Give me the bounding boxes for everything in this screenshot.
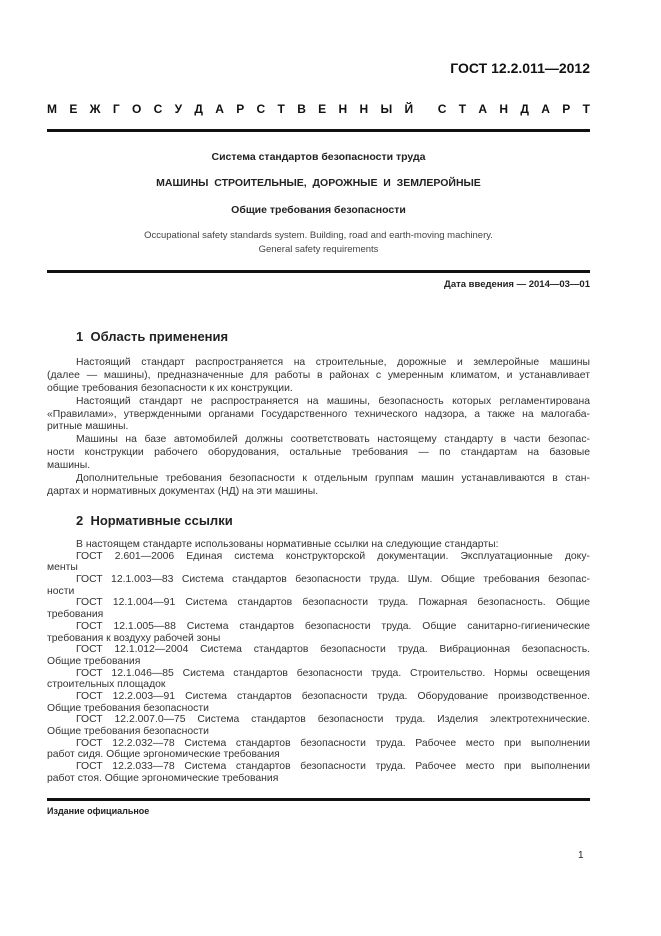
text-line: работ стоя. Общие эргономические требования (47, 772, 279, 784)
paragraph (47, 551, 590, 574)
paragraph (47, 691, 590, 714)
text-line: ГОСТ 12.2.032—78 Система стандартов безопасности труда. Рабочее место при выполнении (76, 737, 590, 749)
text-line: Дополнительные требования безопасности к отдельным группам машин устанавливаются в стан- (76, 473, 590, 485)
english-title-line-2: General safety requirements (258, 244, 379, 255)
heading-letter: Г (112, 102, 120, 116)
heading-letter: Й (404, 102, 414, 116)
heading-letter: А (541, 102, 550, 116)
text-line: ГОСТ 12.1.003—83 Система стандартов безопасности труда. Шум. Общие требования безопас- (76, 574, 590, 586)
text-line: Настоящий стандарт распространяется на строительные, дорожные и землеройные машины (76, 357, 590, 368)
paragraph (47, 714, 590, 737)
text-line: требования (47, 609, 104, 621)
text-line: ГОСТ 12.2.007.0—75 Система стандартов безопасности труда. Изделия электротехнические. (76, 714, 590, 726)
text-line: работ сидя. Общие эргономические требования (47, 749, 280, 761)
text-line: «Правилами», утвержденными органами Государственного технического надзора, а также на малогаба- (47, 408, 590, 420)
official-edition-label: Издание официальное (47, 806, 150, 816)
heading-letter: Т (582, 102, 590, 116)
heading-letter: У (174, 102, 183, 116)
paragraph (47, 761, 590, 784)
system-title: Система стандартов безопасности труда (211, 151, 426, 163)
main-title: МАШИНЫ СТРОИТЕЛЬНЫЕ, ДОРОЖНЫЕ И ЗЕМЛЕРОЙНЫЕ (156, 177, 481, 189)
heading-letter: Д (520, 102, 529, 116)
text-line: ности конструкции рабочего оборудования, остальные требования — по стандартам на базовые (47, 447, 590, 459)
section-2-heading: 2 Нормативные ссылки (76, 513, 233, 528)
page-number: 1 (578, 850, 584, 861)
heading-letter: С (153, 102, 163, 116)
text-line: ГОСТ 2.601—2006 Единая система конструкторской документации. Эксплуатационные доку- (76, 550, 590, 562)
section-2-body (47, 539, 590, 784)
heading-letter: Т (458, 102, 467, 116)
text-line: Машины на базе автомобилей должны соответствовать настоящему стандарту в части безопас- (76, 434, 590, 446)
text-line: ГОСТ 12.1.012—2004 Система стандартов безопасности труда. Вибрационная безопасность. (76, 644, 590, 656)
text-line: В настоящем стандарте использованы нормативные ссылки на следующие стандарты: (76, 539, 499, 550)
heading-letter: Н (359, 102, 369, 116)
text-line: Настоящий стандарт не распространяется на машины, безопасность которых регламентирована (76, 395, 590, 407)
paragraph (47, 668, 590, 691)
heading-letter: Е (318, 102, 327, 116)
text-line: ГОСТ 12.2.033—78 Система стандартов безопасности труда. Рабочее место при выполнении (76, 761, 590, 773)
heading-letter: Р (562, 102, 571, 116)
text-line: ГОСТ 12.1.046—85 Система стандартов безопасности труда. Строительство. Нормы освещения (76, 667, 590, 679)
divider-title (47, 270, 590, 273)
text-line: ГОСТ 12.2.003—91 Система стандартов безопасности труда. Оборудование производственное. (76, 690, 590, 702)
heading-letter: С (256, 102, 266, 116)
text-line: строительных площадок (47, 679, 166, 691)
english-title-line-1: Occupational safety standards system. Building, road and earth-moving machinery. (144, 230, 493, 241)
heading-letter: Ы (380, 102, 393, 116)
paragraph (47, 738, 590, 761)
paragraph (47, 434, 590, 473)
heading-letter: Ж (89, 102, 101, 116)
heading-letter: Н (499, 102, 509, 116)
paragraph (47, 539, 590, 551)
sub-title: Общие требования безопасности (231, 204, 406, 216)
text-line: Общие требования (47, 655, 141, 667)
divider-top (47, 129, 590, 132)
heading-letter: М (47, 102, 57, 116)
text-line: (далее — машины), предназначенные для работы в районах с умеренным климатом, и устанавливает (47, 369, 590, 381)
paragraph (47, 621, 590, 644)
standard-type-heading (47, 102, 590, 116)
text-line: ритные машины. (47, 421, 129, 433)
document-number: ГОСТ 12.2.011—2012 (450, 60, 590, 76)
heading-letter: Н (338, 102, 348, 116)
text-line: ГОСТ 12.1.004—91 Система стандартов безопасности труда. Пожарная безопасность. Общие (76, 597, 590, 609)
text-line: требования к воздуху рабочей зоны (47, 632, 221, 644)
text-line: машины. (47, 460, 91, 472)
heading-letter: С (437, 102, 447, 116)
text-line: общие требования безопасности к их конструкции. (47, 382, 293, 394)
paragraph (47, 644, 590, 667)
heading-letter: Р (236, 102, 245, 116)
section-1-body (47, 357, 590, 499)
heading-letter: А (215, 102, 224, 116)
text-line: Общие требования безопасности (47, 702, 209, 714)
text-line: дартах и нормативных документах (НД) на эти машины. (47, 485, 319, 497)
introduction-date: Дата введения — 2014—03—01 (444, 279, 590, 290)
heading-letter: А (478, 102, 488, 116)
heading-letter: Т (277, 102, 285, 116)
heading-letter: Е (69, 102, 78, 116)
section-1-heading: 1 Область применения (76, 329, 229, 344)
text-line: ГОСТ 12.1.005—88 Система стандартов безопасности труда. Общие санитарно-гигиенические (76, 620, 590, 632)
paragraph (47, 396, 590, 435)
heading-letter: О (131, 102, 142, 116)
text-line: ности (47, 585, 75, 597)
text-line: менты (47, 562, 78, 574)
text-line: Общие требования безопасности (47, 726, 209, 737)
heading-letter: Д (194, 102, 203, 116)
paragraph (47, 574, 590, 597)
paragraph (47, 357, 590, 396)
paragraph (47, 473, 590, 499)
divider-footer (47, 798, 590, 801)
heading-letter: В (297, 102, 306, 116)
paragraph (47, 597, 590, 620)
